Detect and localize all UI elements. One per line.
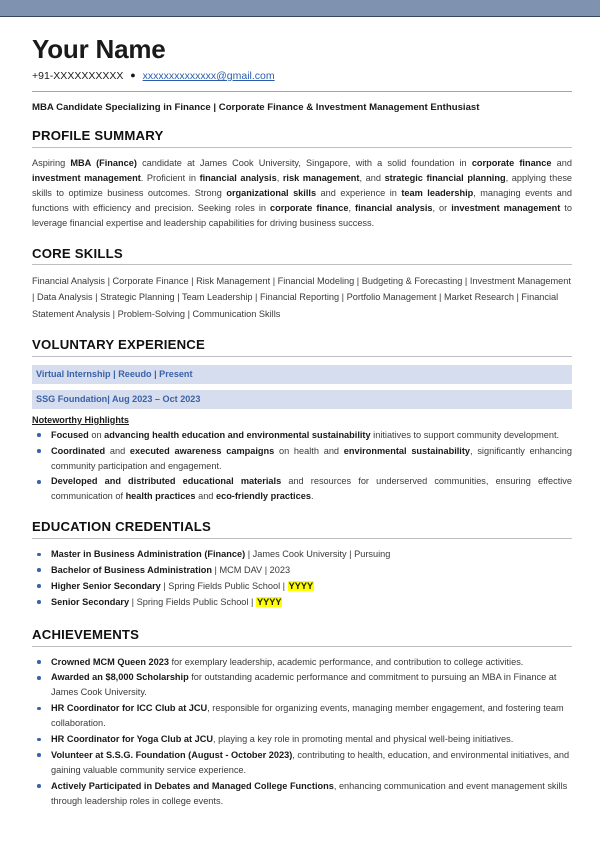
voluntary-highlights-list — [32, 428, 572, 505]
section-title-voluntary-experience: VOLUNTARY EXPERIENCE — [32, 336, 206, 352]
candidate-name: Your Name — [32, 34, 166, 64]
section-divider-profile-summary — [32, 147, 572, 148]
section-title-achievements: ACHIEVEMENTS — [32, 626, 140, 642]
list-item: Focused on advancing health education and environmental sustainability initiatives to support community development. — [32, 428, 572, 443]
phone-number: +91-XXXXXXXXXX — [32, 70, 124, 83]
section-divider-voluntary-experience — [32, 356, 572, 357]
list-item: Actively Participated in Debates and Managed College Functions, enhancing communication and event management skills through leadership roles in college events. — [32, 779, 572, 809]
top-accent-banner — [0, 0, 600, 17]
list-item: Awarded an $8,000 Scholarship for outstanding academic performance and commitment to pursuing an MBA in Finance at James Cook University. — [32, 670, 572, 700]
noteworthy-highlights-label: Noteworthy Highlights — [32, 414, 129, 425]
list-item: Master in Business Administration (Finance) | James Cook University | Pursuing — [32, 547, 572, 562]
experience-entry-bar: Virtual Internship | Reeudo | Present — [32, 365, 572, 384]
section-voluntary-experience — [32, 337, 572, 505]
list-item: Bachelor of Business Administration | MCM DAV | 2023 — [32, 563, 572, 578]
header-divider — [32, 91, 572, 92]
spacer — [32, 324, 572, 337]
headline-tagline: MBA Candidate Specializing in Finance | Corporate Finance & Investment Management Enthusiast — [32, 101, 480, 113]
email-link[interactable]: xxxxxxxxxxxxxx@gmail.com — [142, 70, 275, 83]
section-achievements — [32, 627, 572, 809]
list-item: Crowned MCM Queen 2023 for exemplary leadership, academic performance, and contribution to college activities. — [32, 655, 572, 670]
section-title-profile-summary: PROFILE SUMMARY — [32, 128, 164, 144]
contact-line — [32, 70, 572, 84]
list-item: HR Coordinator for Yoga Club at JCU, playing a key role in promoting mental and physical well-being initiatives. — [32, 732, 572, 747]
section-divider-core-skills — [32, 264, 572, 265]
education-list — [32, 547, 572, 610]
experience-entry-bar: SSG Foundation| Aug 2023 – Oct 2023 — [32, 390, 572, 409]
section-title-core-skills: CORE SKILLS — [32, 245, 123, 261]
section-title-education-credentials: EDUCATION CREDENTIALS — [32, 519, 212, 535]
section-divider-education-credentials — [32, 538, 572, 539]
spacer — [32, 612, 572, 627]
section-core-skills — [32, 246, 572, 322]
list-item: HR Coordinator for ICC Club at JCU, responsible for organizing events, managing member engagement, and fostering team collaboration. — [32, 701, 572, 731]
resume-content — [0, 17, 600, 809]
list-item: Volunteer at S.S.G. Foundation (August - October 2023), contributing to health, education, and environmental initiatives, and gaining valuable community service experience. — [32, 748, 572, 778]
section-divider-achievements — [32, 646, 572, 647]
section-education-credentials — [32, 519, 572, 609]
spacer — [32, 506, 572, 519]
experience-entry-bars — [32, 365, 572, 409]
spacer — [32, 233, 572, 246]
achievements-list — [32, 655, 572, 809]
list-item: Senior Secondary | Spring Fields Public School | YYYY — [32, 595, 572, 610]
profile-summary-paragraph: Aspiring MBA (Finance) candidate at James Cook University, Singapore, with a solid foundation in corporate finance and investment management. Proficient in financial analysis, risk management, and strategic financial planning, applying these skills to optimize business outcomes. Strong organizational skills and experience in team leadership, managing events and functions with efficiency and precision. Seeking roles in corporate finance, financial analysis, or investment management to leverage financial expertise and leadership capabilities for driving business success. — [32, 158, 573, 228]
list-item: Coordinated and executed awareness campaigns on health and environmental sustainability, significantly enhancing community participation and engagement. — [32, 444, 572, 474]
resume-header — [32, 35, 572, 114]
list-item: Higher Senior Secondary | Spring Fields Public School | YYYY — [32, 579, 572, 594]
list-item: Developed and distributed educational materials and resources for underserved communities, ensuring effective communication of health practices and eco-friendly practices. — [32, 474, 572, 504]
contact-separator-dot: ● — [130, 70, 136, 81]
section-profile-summary — [32, 128, 572, 230]
core-skills-list: Financial Analysis | Corporate Finance | Risk Management | Financial Modeling | Budgeting & Forecasting | Investment Management | Data Analysis | Strategic Planning | Team Leadership | Financial Reporting | Portfolio Management | Market Research | Financial Statement Analysis | Problem-Solving | Communication Skills — [32, 276, 571, 319]
